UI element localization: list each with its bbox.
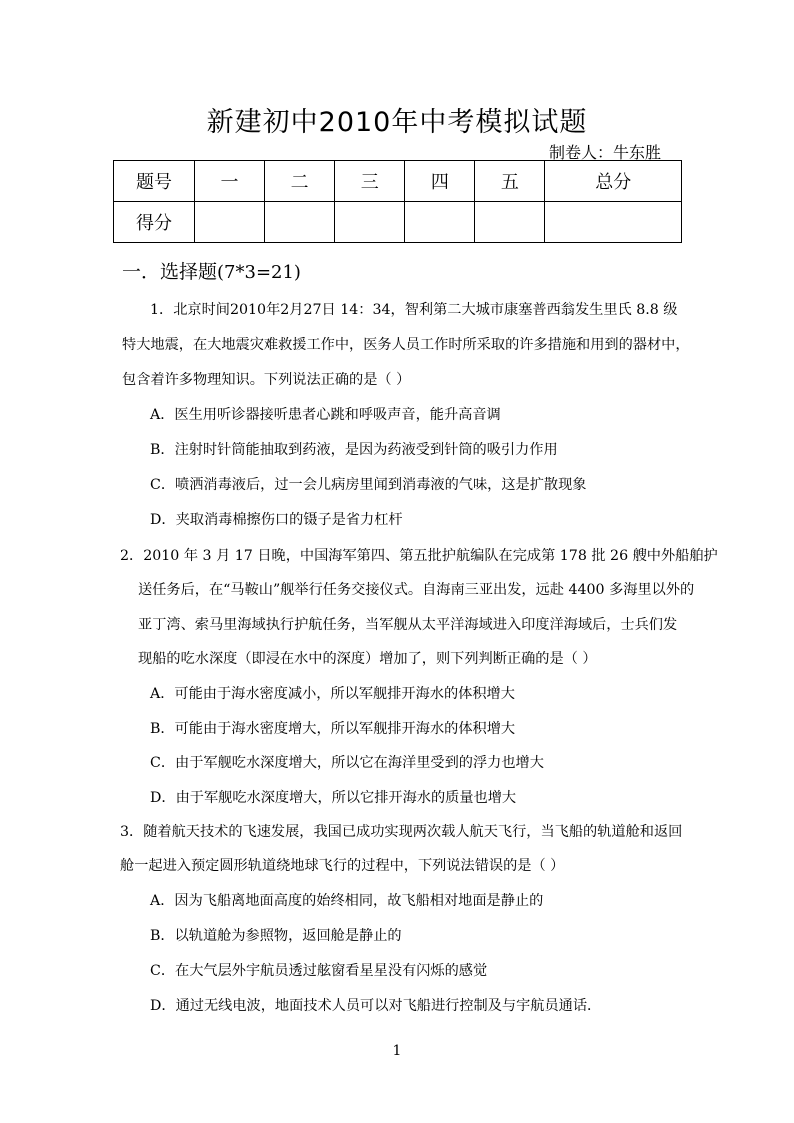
question-3-option-a: A．因为飞船离地面高度的始终相同，故飞船相对地面是静止的 xyxy=(150,893,544,909)
question-2-line-1: 2．2010 年 3 月 17 日晚，中国海军第四、第五批护航编队在完成第 178 批 26 艘中外船舶护 xyxy=(120,548,718,564)
score-header-cell: 三 xyxy=(335,161,405,202)
question-3-option-b: B．以轨道舱为参照物，返回舱是静止的 xyxy=(150,928,402,944)
question-1-line-1: 1．北京时间2010年2月27日 14：34，智利第二大城市康塞普西翁发生里氏 8.8 级 xyxy=(150,302,678,318)
score-table-score-row xyxy=(114,202,682,243)
question-3-line-1: 3．随着航天技术的飞速发展，我国已成功实现两次载人航天飞行，当飞船的轨道舱和返回 xyxy=(120,824,683,840)
question-2-option-c: C．由于军舰吃水深度增大，所以它在海洋里受到的浮力也增大 xyxy=(150,755,544,771)
score-cell[interactable] xyxy=(265,202,335,243)
question-3-option-c: C．在大气层外宇航员透过舷窗看星星没有闪烁的感觉 xyxy=(150,963,488,979)
score-header-cell: 总分 xyxy=(545,161,682,202)
section-heading xyxy=(122,257,301,284)
question-2-line-4: 现船的吃水深度（即浸在水中的深度）增加了，则下列判断正确的是（ ） xyxy=(138,651,597,667)
score-cell[interactable] xyxy=(335,202,405,243)
score-header-cell: 五 xyxy=(475,161,545,202)
score-table xyxy=(113,160,682,243)
page-title: 新建初中2010年中考模拟试题 xyxy=(206,107,588,138)
score-header-cell: 四 xyxy=(405,161,475,202)
score-row-label: 得分 xyxy=(114,202,195,243)
page-number: 1 xyxy=(392,1043,402,1059)
score-header-cell: 一 xyxy=(195,161,265,202)
question-1-line-2: 特大地震，在大地震灾难救援工作中，医务人员工作时所采取的许多措施和用到的器材中， xyxy=(122,337,690,353)
question-2-option-b: B．可能由于海水密度增大，所以军舰排开海水的体积增大 xyxy=(150,721,516,737)
question-3-option-d: D．通过无线电波，地面技术人员可以对飞船进行控制及与宇航员通话． xyxy=(150,998,602,1014)
question-2-option-d: D．由于军舰吃水深度增大，所以它排开海水的质量也增大 xyxy=(150,790,517,806)
score-cell[interactable] xyxy=(545,202,682,243)
score-cell[interactable] xyxy=(405,202,475,243)
score-header-cell: 题号 xyxy=(114,161,195,202)
question-1-option-d: D．夹取消毒棉擦伤口的镊子是省力杠杆 xyxy=(150,512,403,528)
question-3-line-2: 舱一起进入预定圆形轨道绕地球飞行的过程中，下列说法错误的是（ ） xyxy=(120,858,565,874)
score-header-cell: 二 xyxy=(265,161,335,202)
score-cell[interactable] xyxy=(195,202,265,243)
question-2-option-a: A．可能由于海水密度减小，所以军舰排开海水的体积增大 xyxy=(150,686,515,702)
question-2-line-2: 送任务后，在“马鞍山”舰举行任务交接仪式。自海南三亚出发，远赴 4400 多海里以外的 xyxy=(138,582,695,598)
section-title: 一．选择题 xyxy=(122,261,218,283)
question-2-line-3: 亚丁湾、索马里海域执行护航任务，当军舰从太平洋海域进入印度洋海域后，士兵们发 xyxy=(138,617,678,633)
question-1-option-a: A．医生用听诊器接听患者心跳和呼吸声音，能升高音调 xyxy=(150,407,501,423)
author-line: 制卷人：牛东胜 xyxy=(548,143,661,162)
score-table-header-row xyxy=(114,161,682,202)
score-cell[interactable] xyxy=(475,202,545,243)
question-1-option-b: B．注射时针筒能抽取到药液，是因为药液受到针筒的吸引力作用 xyxy=(150,442,558,458)
section-points: (7*3=21) xyxy=(217,262,301,283)
question-1-line-3: 包含着许多物理知识。下列说法正确的是（ ） xyxy=(122,372,411,388)
question-1-option-c: C．喷洒消毒液后，过一会儿病房里闻到消毒液的气味，这是扩散现象 xyxy=(150,477,587,493)
